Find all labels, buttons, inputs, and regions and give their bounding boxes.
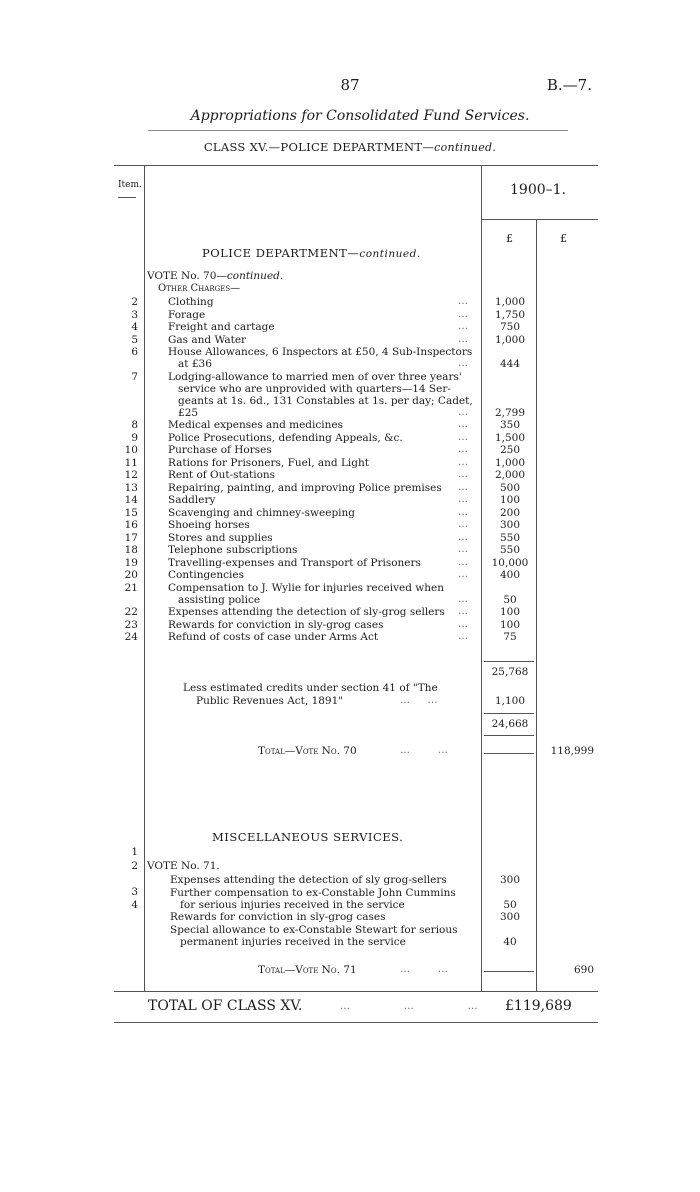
- item-underline: [118, 197, 136, 198]
- item-amount: 300: [499, 911, 521, 923]
- police-subtotal: 25,768: [491, 666, 529, 678]
- item-number: 11: [124, 456, 138, 469]
- item-amount: 1,750: [494, 308, 526, 321]
- item-description: for serious injuries received in the service: [170, 898, 405, 911]
- item-amount: 750: [499, 321, 521, 333]
- police-net: 24,668: [491, 718, 529, 730]
- leader-dots: …: [458, 296, 470, 307]
- item-amount: 300: [499, 874, 521, 886]
- item-amount: 1,000: [494, 456, 526, 469]
- item-amount: 300: [499, 519, 521, 531]
- item-amount: 50: [503, 593, 517, 606]
- item-amount: 1,500: [494, 431, 526, 444]
- item-description: Refund of costs of case under Arms Act: [168, 631, 379, 643]
- net-rule-bottom: [484, 735, 534, 736]
- item-description: Further compensation to ex-Constable John Cummins: [170, 886, 456, 899]
- item-number: 5: [131, 333, 138, 346]
- item-number: 10: [124, 444, 138, 456]
- leader-dots: … …: [400, 964, 450, 975]
- leader-dots: …: [458, 631, 470, 642]
- leader-dots: …: [458, 469, 470, 480]
- item-description: Lodging-allowance to married men of over three years': [168, 370, 462, 383]
- item-description: House Allowances, 6 Inspectors at £50, 4 Sub-Inspectors: [168, 346, 473, 358]
- item-amount: 10,000: [491, 556, 529, 569]
- item-description: Freight and cartage: [168, 321, 275, 333]
- item-description: Rewards for conviction in sly-grog cases: [170, 911, 386, 923]
- item-number: 2: [131, 296, 138, 308]
- item-description: Clothing: [168, 296, 214, 308]
- vote-70-dash: [484, 753, 534, 754]
- item-description: Contingencies: [168, 569, 244, 581]
- net-rule: [484, 713, 534, 714]
- item-description: assisting police: [168, 593, 261, 606]
- vote-70-total-amount: 118,999: [550, 745, 594, 757]
- item-amount: 75: [503, 631, 517, 643]
- leader-dots: …: [458, 494, 470, 505]
- leader-dots: …: [458, 333, 470, 345]
- leader-dots: …: [458, 556, 470, 568]
- subtotal-rule: [484, 661, 534, 662]
- item-description: Medical expenses and medicines: [168, 419, 343, 431]
- leader-dots: … … …: [340, 1001, 480, 1012]
- item-number: 19: [124, 556, 138, 569]
- item-amount: 550: [499, 531, 521, 544]
- item-number: 15: [124, 506, 138, 519]
- leader-dots: …: [458, 419, 470, 430]
- item-number: 21: [124, 581, 138, 594]
- item-number: 12: [124, 469, 138, 481]
- item-description: service who are unprovided with quarters—14 Ser-: [168, 382, 451, 395]
- item-number: 18: [124, 544, 138, 556]
- item-number: 23: [124, 618, 138, 631]
- item-amount: 250: [499, 444, 521, 456]
- item-description: Shoeing horses: [168, 519, 250, 531]
- vote-70-total-label: Total—Vote No. 70: [258, 745, 357, 757]
- class-heading: CLASS XV.—POLICE DEPARTMENT—continued.: [203, 140, 497, 154]
- item-description: Rent of Out-stations: [168, 469, 276, 481]
- item-column-header: Item.: [118, 180, 142, 190]
- item-amount: 2,799: [494, 406, 526, 419]
- item-description: Gas and Water: [168, 333, 247, 346]
- leader-dots: …: [458, 531, 470, 543]
- item-description: Telephone subscriptions: [168, 544, 298, 556]
- item-amount: 350: [499, 419, 521, 431]
- item-description: Saddlery: [168, 494, 216, 506]
- item-number: 16: [124, 519, 138, 531]
- year-header: 1900–1.: [510, 182, 566, 198]
- item-description: Rations for Prisoners, Fuel, and Light: [168, 456, 369, 469]
- year-rule: [481, 219, 598, 220]
- pound-header-col1: £: [506, 232, 513, 245]
- leader-dots: …: [458, 321, 470, 332]
- item-description: Travelling-expenses and Transport of Prisoners: [168, 556, 421, 569]
- item-description: Rewards for conviction in sly-grog cases: [168, 618, 384, 631]
- table-top-rule: [114, 165, 598, 166]
- item-number: 20: [124, 569, 138, 581]
- item-number: 9: [131, 431, 138, 444]
- leader-dots: …: [458, 593, 470, 605]
- page-subtitle: Appropriations for Consolidated Fund Services.: [190, 108, 530, 124]
- item-description: Stores and supplies: [168, 531, 273, 544]
- vote-71-heading: VOTE No. 71.: [147, 860, 220, 872]
- leader-dots: …: [458, 506, 470, 518]
- item-number: 17: [124, 531, 138, 544]
- item-description: Police Prosecutions, defending Appeals, &c.: [168, 431, 403, 444]
- item-description: £25: [168, 406, 199, 419]
- less-credits-line-2: Public Revenues Act, 1891": [196, 695, 344, 707]
- subtitle-rule: [148, 130, 568, 131]
- leader-dots: …: [458, 456, 470, 468]
- item-description: Expenses attending the detection of sly grog-sellers: [170, 874, 447, 886]
- item-number: 3: [131, 886, 138, 898]
- item-number: 1: [131, 846, 138, 858]
- item-number: 24: [124, 631, 138, 643]
- page-number: 87: [340, 76, 360, 94]
- item-amount: 500: [499, 481, 521, 494]
- item-description: permanent injuries received in the service: [170, 935, 406, 948]
- leader-dots: …: [458, 308, 470, 320]
- item-number: 2: [131, 860, 138, 872]
- item-number: 4: [131, 899, 138, 911]
- class-total-bottom-rule: [114, 1022, 598, 1023]
- item-number: 7: [131, 370, 138, 383]
- item-amount: 550: [499, 544, 521, 556]
- item-description: Expenses attending the detection of sly-grog sellers: [168, 606, 445, 618]
- leader-dots: …: [458, 544, 470, 555]
- item-amount: 50: [503, 898, 517, 911]
- item-column-rule: [144, 165, 145, 991]
- item-description: at £36: [168, 358, 212, 370]
- leader-dots: …: [458, 606, 470, 617]
- item-amount: 1,000: [494, 296, 526, 308]
- misc-section-heading: MISCELLANEOUS SERVICES.: [212, 830, 404, 844]
- item-number: 13: [124, 481, 138, 494]
- leader-dots: …: [458, 444, 470, 455]
- item-amount: 444: [499, 358, 521, 370]
- item-description: Purchase of Horses: [168, 444, 272, 456]
- item-number: 8: [131, 419, 138, 431]
- item-amount: 200: [499, 506, 521, 519]
- item-description: Repairing, painting, and improving Police premises: [168, 481, 442, 494]
- item-amount: 100: [499, 618, 521, 631]
- item-description: geants at 1s. 6d., 131 Constables at 1s. per day; Cadet,: [168, 394, 473, 407]
- leader-dots: …: [458, 618, 470, 630]
- item-amount: 2,000: [494, 469, 526, 481]
- item-description: Special allowance to ex-Constable Stewart for serious: [170, 923, 458, 936]
- vote-71-dash: [484, 971, 534, 972]
- other-charges-heading: Other Charges—: [158, 283, 241, 294]
- item-amount: 100: [499, 494, 521, 506]
- class-total-amount: £119,689: [505, 998, 572, 1014]
- leader-dots: …: [458, 569, 470, 580]
- item-amount: 1,000: [494, 333, 526, 346]
- item-number: 22: [124, 606, 138, 618]
- leader-dots: …: [458, 431, 470, 443]
- leader-dots: …: [458, 358, 470, 369]
- document-reference: B.—7.: [546, 76, 592, 94]
- item-number: 6: [131, 346, 138, 358]
- item-description: Scavenging and chimney-sweeping: [168, 506, 356, 519]
- item-amount: 40: [503, 935, 517, 948]
- vote-70-heading: VOTE No. 70—continued.: [147, 270, 284, 282]
- item-number: 14: [124, 494, 138, 506]
- leader-dots: … …: [400, 745, 450, 756]
- vote-71-total-amount: 690: [573, 964, 594, 976]
- leader-dots: …: [458, 519, 470, 530]
- class-total-label: TOTAL OF CLASS XV.: [148, 998, 303, 1014]
- item-amount: 100: [499, 606, 521, 618]
- item-description: Forage: [168, 308, 206, 321]
- less-credits-line-1: Less estimated credits under section 41 of "The: [183, 682, 438, 694]
- item-number: 3: [131, 308, 138, 321]
- class-total-top-rule: [114, 991, 598, 992]
- pound-header-col2: £: [560, 232, 567, 245]
- item-description: Compensation to J. Wylie for injuries received when: [168, 581, 445, 594]
- vote-71-total-label: Total—Vote No. 71: [258, 964, 357, 976]
- leader-dots: …: [458, 481, 470, 493]
- item-number: 4: [131, 321, 138, 333]
- leader-dots: …: [458, 406, 470, 418]
- police-section-heading: POLICE DEPARTMENT—continued.: [202, 246, 421, 260]
- less-credits-amount: 1,100: [494, 695, 526, 707]
- item-amount: 400: [499, 569, 521, 581]
- leader-dots: … …: [400, 695, 440, 706]
